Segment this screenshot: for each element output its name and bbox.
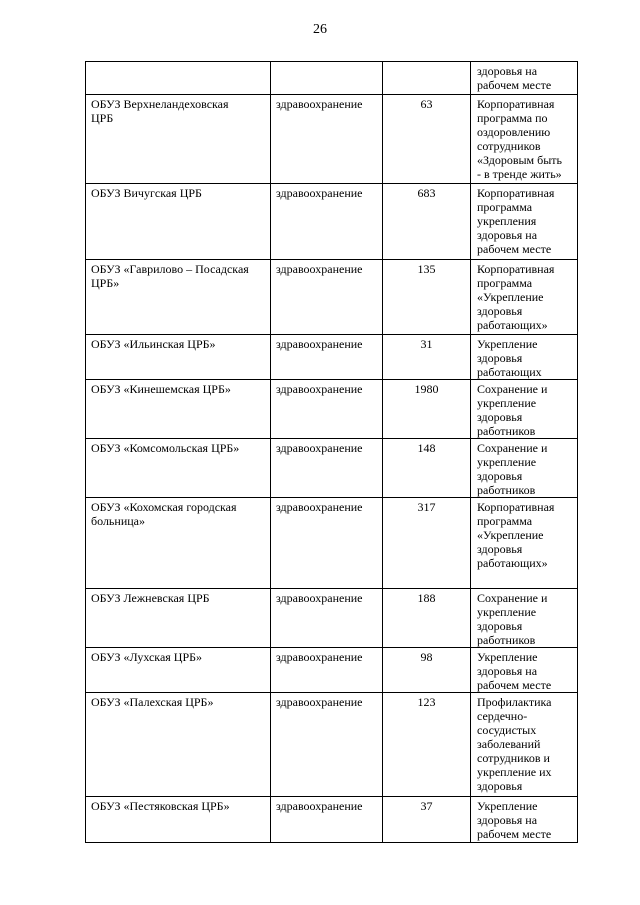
program-text-line: «Укрепление <box>477 290 544 304</box>
sector-cell: здравоохранение <box>271 95 383 184</box>
table-row <box>86 380 578 439</box>
program-text-line: Корпоративная <box>477 262 555 276</box>
employee-count-cell: 188 <box>383 589 471 648</box>
organization-name-line: ОБУЗ «Гаврилово – Посадская <box>91 262 249 276</box>
organization-name-line: ОБУЗ «Кинешемская ЦРБ» <box>91 382 231 396</box>
table-row <box>86 693 578 797</box>
program-text-line: Укрепление <box>477 650 538 664</box>
program-cell <box>471 62 578 95</box>
program-cell <box>471 498 578 589</box>
table-row <box>86 498 578 589</box>
organization-cell <box>86 797 271 843</box>
employee-count-cell: 37 <box>383 797 471 843</box>
sector-cell: здравоохранение <box>271 335 383 380</box>
table-row <box>86 260 578 335</box>
organization-cell <box>86 589 271 648</box>
program-text-line: программа <box>477 200 533 214</box>
organization-name-line: ОБУЗ «Палехская ЦРБ» <box>91 695 214 709</box>
table-row <box>86 95 578 184</box>
sector-cell: здравоохранение <box>271 439 383 498</box>
program-text-line: работающих» <box>477 556 548 570</box>
organization-cell <box>86 95 271 184</box>
program-text-line: Укрепление <box>477 799 538 813</box>
sector-cell: здравоохранение <box>271 797 383 843</box>
program-text-line: работников <box>477 483 536 497</box>
program-text-line: здоровья на <box>477 64 538 78</box>
program-cell <box>471 693 578 797</box>
organization-cell <box>86 498 271 589</box>
program-text-line: Сохранение и <box>477 382 548 396</box>
table-row <box>86 335 578 380</box>
organizations-table <box>85 61 578 843</box>
program-text-line: работников <box>477 633 536 647</box>
program-text-line: сотрудников <box>477 139 541 153</box>
organization-name-line: ЦРБ <box>91 111 114 125</box>
program-text-line: здоровья <box>477 304 523 318</box>
employee-count-cell: 317 <box>383 498 471 589</box>
organization-name-line: ОБУЗ «Комсомольская ЦРБ» <box>91 441 240 455</box>
program-text-line: - в тренде жить» <box>477 167 562 181</box>
organization-name-line: ЦРБ» <box>91 276 120 290</box>
organization-name-line: ОБУЗ «Лухская ЦРБ» <box>91 650 203 664</box>
table-row <box>86 648 578 693</box>
employee-count-cell: 63 <box>383 95 471 184</box>
program-text-line: «Здоровым быть <box>477 153 563 167</box>
program-text-line: укрепление <box>477 455 537 469</box>
sector-cell: здравоохранение <box>271 380 383 439</box>
organization-cell <box>86 335 271 380</box>
sector-cell: здравоохранение <box>271 260 383 335</box>
program-text-line: рабочем месте <box>477 78 552 92</box>
program-text-line: оздоровлению <box>477 125 551 139</box>
organization-name-line: ОБУЗ Верхнеландеховская <box>91 97 229 111</box>
program-cell <box>471 439 578 498</box>
program-text-line: «Укрепление <box>477 528 544 542</box>
table-row <box>86 797 578 843</box>
program-cell <box>471 260 578 335</box>
employee-count-cell: 683 <box>383 184 471 260</box>
program-text-line: рабочем месте <box>477 242 552 256</box>
employee-count-cell: 1980 <box>383 380 471 439</box>
organization-name-line: ОБУЗ Вичугская ЦРБ <box>91 186 202 200</box>
organization-cell <box>86 648 271 693</box>
program-text-line: Сохранение и <box>477 591 548 605</box>
program-text-line: сотрудников и <box>477 751 550 765</box>
program-cell <box>471 797 578 843</box>
program-cell <box>471 589 578 648</box>
sector-cell: здравоохранение <box>271 498 383 589</box>
table-row <box>86 589 578 648</box>
program-text-line: здоровья <box>477 469 523 483</box>
program-text-line: Корпоративная <box>477 97 555 111</box>
program-cell <box>471 648 578 693</box>
organization-cell <box>86 380 271 439</box>
table-row <box>86 439 578 498</box>
organization-name-line: ОБУЗ Лежневская ЦРБ <box>91 591 210 605</box>
program-text-line: здоровья на <box>477 228 538 242</box>
table-body <box>86 62 578 843</box>
program-text-line: Укрепление <box>477 337 538 351</box>
employee-count-cell <box>383 62 471 95</box>
program-text-line: программа <box>477 514 533 528</box>
program-text-line: сосудистых <box>477 723 537 737</box>
table-row <box>86 62 578 95</box>
program-text-line: укрепления <box>477 214 537 228</box>
program-text-line: Сохранение и <box>477 441 548 455</box>
program-text-line: Профилактика <box>477 695 552 709</box>
program-text-line: укрепление <box>477 396 537 410</box>
organization-name-line: ОБУЗ «Кохомская городская <box>91 500 237 514</box>
program-text-line: Корпоративная <box>477 186 555 200</box>
program-text-line: здоровья на <box>477 813 538 827</box>
program-text-line: рабочем месте <box>477 827 552 841</box>
table-row <box>86 184 578 260</box>
organization-name-line: больница» <box>91 514 145 528</box>
program-cell <box>471 95 578 184</box>
organization-cell <box>86 693 271 797</box>
program-text-line: сердечно- <box>477 709 528 723</box>
program-cell <box>471 380 578 439</box>
employee-count-cell: 98 <box>383 648 471 693</box>
employee-count-cell: 123 <box>383 693 471 797</box>
employee-count-cell: 148 <box>383 439 471 498</box>
program-text-line: работающих <box>477 365 542 379</box>
program-text-line: программа <box>477 276 533 290</box>
organization-cell <box>86 439 271 498</box>
program-text-line: программа по <box>477 111 548 125</box>
program-text-line: здоровья <box>477 542 523 556</box>
sector-cell <box>271 62 383 95</box>
organization-name-line: ОБУЗ «Ильинская ЦРБ» <box>91 337 216 351</box>
sector-cell: здравоохранение <box>271 693 383 797</box>
program-text-line: здоровья <box>477 351 523 365</box>
program-text-line: здоровья <box>477 779 523 793</box>
organization-cell <box>86 62 271 95</box>
program-text-line: рабочем месте <box>477 678 552 692</box>
employee-count-cell: 31 <box>383 335 471 380</box>
sector-cell: здравоохранение <box>271 589 383 648</box>
program-text-line: работников <box>477 424 536 438</box>
program-text-line: здоровья <box>477 410 523 424</box>
organization-cell <box>86 184 271 260</box>
program-text-line: здоровья <box>477 619 523 633</box>
employee-count-cell: 135 <box>383 260 471 335</box>
sector-cell: здравоохранение <box>271 648 383 693</box>
program-text-line: укрепление <box>477 605 537 619</box>
program-cell <box>471 335 578 380</box>
program-text-line: работающих» <box>477 318 548 332</box>
sector-cell: здравоохранение <box>271 184 383 260</box>
organization-name-line: ОБУЗ «Пестяковская ЦРБ» <box>91 799 230 813</box>
program-text-line: здоровья на <box>477 664 538 678</box>
program-cell <box>471 184 578 260</box>
program-text-line: заболеваний <box>477 737 541 751</box>
page-number: 26 <box>313 22 327 37</box>
organization-cell <box>86 260 271 335</box>
program-text-line: Корпоративная <box>477 500 555 514</box>
program-text-line: укрепление их <box>477 765 552 779</box>
